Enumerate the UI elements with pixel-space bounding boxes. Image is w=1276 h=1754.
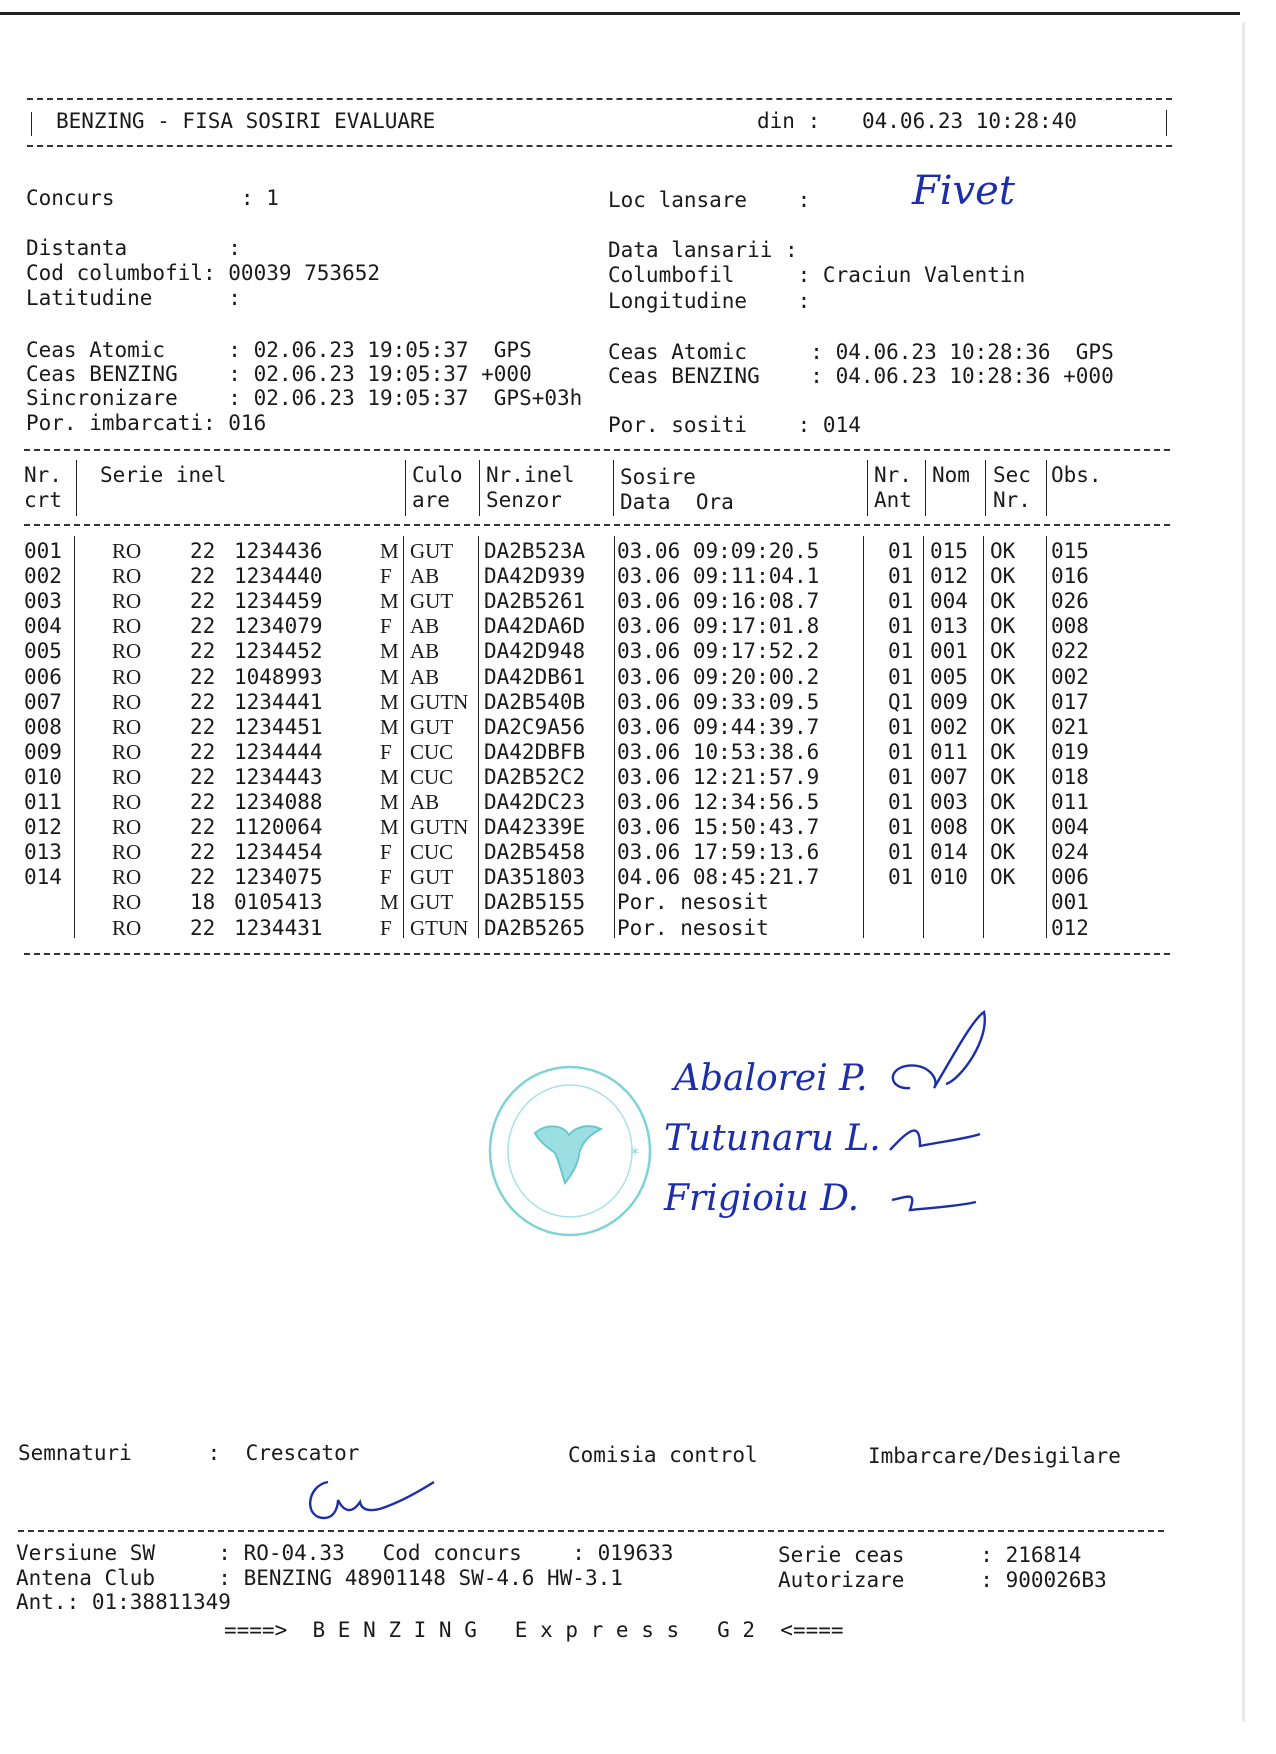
cell-nom: 008 [930, 815, 968, 840]
cell-obs: 021 [1051, 714, 1089, 739]
distanta-field: Distanta : [26, 236, 241, 260]
cell-an: 22 [190, 915, 216, 940]
cell-ro: RO [112, 564, 142, 589]
cell-ro: RO [112, 815, 142, 840]
header-sep [479, 460, 480, 516]
cell-sosire: 03.06 12:34:56.5 [617, 790, 820, 814]
cell-ro: RO [112, 714, 142, 739]
cell-inel: 1234444 [234, 739, 323, 764]
cell-cul: AB [410, 790, 440, 814]
cell-sosire: 03.06 09:11:04.1 [617, 564, 820, 589]
loc-lansare-field: Loc lansare : [608, 188, 811, 212]
cell-cul: GUT [410, 539, 454, 563]
cell-ant: 01 [888, 815, 914, 840]
por-imbarcati-field: Por. imbarcati: 016 [26, 411, 267, 435]
cell-ant: 01 [888, 764, 914, 789]
cell-inel: 1234459 [234, 589, 323, 614]
cell-nr: 009 [24, 739, 62, 764]
concurs-field: Concurs : 1 [26, 186, 279, 210]
cell-senzor: DA2B52C2 [484, 764, 586, 789]
cell-sosire: 04.06 08:45:21.7 [617, 865, 820, 890]
cell-obs: 011 [1051, 790, 1089, 814]
column-sep [614, 536, 615, 938]
cell-an: 22 [190, 639, 216, 664]
cell-sosire: 03.06 09:09:20.5 [617, 539, 820, 563]
cell-ro: RO [112, 915, 142, 940]
cell-sx: F [380, 865, 392, 890]
cell-cul: CUC [410, 840, 454, 865]
header-nom: Nom [932, 463, 970, 487]
table-top-rule [24, 449, 1170, 451]
cell-sx: M [380, 714, 399, 739]
cell-nom: 011 [930, 739, 968, 764]
header-right-bar [1166, 110, 1167, 136]
cell-obs: 004 [1051, 815, 1089, 840]
ant-field: Ant.: 01:38811349 [16, 1590, 231, 1614]
cell-nr: 003 [24, 589, 62, 614]
header-sep [867, 460, 868, 516]
cell-senzor: DA351803 [484, 865, 586, 890]
cell-sec: OK [990, 564, 1016, 589]
cell-senzor: DA2B540B [484, 689, 586, 714]
cell-obs: 012 [1051, 915, 1089, 940]
cell-obs: 019 [1051, 739, 1089, 764]
cell-sec: OK [990, 790, 1016, 814]
cell-cul: CUC [410, 739, 454, 764]
cell-ro: RO [112, 664, 142, 689]
cell-an: 22 [190, 815, 216, 840]
ceas-benzing-left: Ceas BENZING : 02.06.23 19:05:37 +000 [26, 362, 532, 386]
cell-sx: M [380, 539, 399, 563]
cell-ro: RO [112, 764, 142, 789]
cell-an: 22 [190, 714, 216, 739]
cell-nr: 005 [24, 639, 62, 664]
club-stamp [485, 1063, 655, 1239]
column-sep [403, 536, 404, 938]
signature-scribbles [880, 1000, 1000, 1230]
cell-inel: 0105413 [234, 890, 323, 915]
cell-ro: RO [112, 589, 142, 614]
cell-sx: F [380, 614, 392, 639]
cell-inel: 1234441 [234, 689, 323, 714]
header-are: are [412, 488, 450, 512]
cell-an: 22 [190, 689, 216, 714]
cell-senzor: DA2B5155 [484, 890, 586, 915]
cell-sec: OK [990, 664, 1016, 689]
signature-line-2: Tutunaru L. [664, 1118, 881, 1159]
cell-nom: 015 [930, 539, 968, 563]
cell-sosire: 03.06 12:21:57.9 [617, 764, 820, 789]
cell-an: 22 [190, 539, 216, 563]
semnaturi-field: Semnaturi : Crescator [18, 1441, 360, 1465]
cell-cul: GUT [410, 589, 454, 614]
cell-nr: 011 [24, 790, 62, 814]
header-sep [405, 460, 406, 516]
cell-sosire: 03.06 09:44:39.7 [617, 714, 820, 739]
cell-ro: RO [112, 639, 142, 664]
header-top-rule [27, 98, 1172, 100]
cell-nr: 012 [24, 815, 62, 840]
header-left-bar [31, 112, 32, 136]
cell-senzor: DA42DBFB [484, 739, 586, 764]
antena-club-field: Antena Club : BENZING 48901148 SW-4.6 HW-3.1 [16, 1566, 623, 1590]
cell-nr: 010 [24, 764, 62, 789]
cell-cul: GUT [410, 890, 454, 915]
cell-obs: 016 [1051, 564, 1089, 589]
cell-cul: GTUN [410, 915, 469, 940]
header-nr-ant: Nr. [874, 463, 912, 487]
cell-senzor: DA42DA6D [484, 614, 586, 639]
cell-inel: 1234452 [234, 639, 323, 664]
cell-ant: 01 [888, 739, 914, 764]
cell-ro: RO [112, 865, 142, 890]
cell-nr: 006 [24, 664, 62, 689]
cell-sx: M [380, 639, 399, 664]
versiune-sw-field: Versiune SW : RO-04.33 Cod concurs : 019633 [16, 1541, 674, 1565]
cell-sosire: 03.06 09:17:52.2 [617, 639, 820, 664]
cell-cul: AB [410, 614, 440, 639]
cell-nr: 007 [24, 689, 62, 714]
cell-nr: 013 [24, 840, 62, 865]
cell-ant: 01 [888, 539, 914, 563]
header-nr: Nr. [24, 463, 62, 487]
column-sep [863, 536, 864, 938]
crescator-signature [300, 1478, 440, 1528]
cell-sec: OK [990, 689, 1016, 714]
cell-sx: M [380, 589, 399, 614]
cell-an: 22 [190, 564, 216, 589]
cell-senzor: DA2B5265 [484, 915, 586, 940]
header-sep [985, 460, 986, 516]
cell-an: 18 [190, 890, 216, 915]
cell-nr: 008 [24, 714, 62, 739]
header-sosire: Sosire [620, 465, 696, 489]
cell-senzor: DA42339E [484, 815, 586, 840]
column-sep [983, 536, 984, 938]
cell-sx: M [380, 890, 399, 915]
cell-nom: 003 [930, 790, 968, 814]
cell-sec: OK [990, 639, 1016, 664]
cell-nr: 002 [24, 564, 62, 589]
cell-sx: M [380, 790, 399, 814]
benzing-banner: ====> B E N Z I N G E x p r e s s G 2 <==== [224, 1618, 844, 1642]
serie-ceas-field: Serie ceas : 216814 [778, 1543, 1082, 1567]
cell-senzor: DA42D948 [484, 639, 586, 664]
cell-obs: 006 [1051, 865, 1089, 890]
cell-cul: AB [410, 564, 440, 589]
latitudine-field: Latitudine : [26, 286, 241, 310]
cell-senzor: DA2B5261 [484, 589, 586, 614]
cell-sec: OK [990, 589, 1016, 614]
cell-an: 22 [190, 865, 216, 890]
imbarcare-desigilare-label: Imbarcare/Desigilare [868, 1444, 1121, 1468]
header-data-ora: Data Ora [620, 490, 734, 514]
cell-nom: 004 [930, 589, 968, 614]
footer-rule [18, 1530, 1164, 1532]
cell-cul: GUT [410, 714, 454, 739]
signature-line-1: Abalorei P. [674, 1058, 868, 1099]
paper-top-edge [0, 12, 1240, 29]
cell-ant: 01 [888, 639, 914, 664]
cell-sx: F [380, 840, 392, 865]
cell-sec: OK [990, 764, 1016, 789]
cell-ant: Q1 [888, 689, 914, 714]
paper-right-edge [1242, 22, 1245, 1722]
cell-an: 22 [190, 840, 216, 865]
cell-obs: 018 [1051, 764, 1089, 789]
column-sep [478, 536, 479, 938]
cell-inel: 1234431 [234, 915, 323, 940]
header-bottom-rule-table [24, 524, 1170, 526]
cell-obs: 024 [1051, 840, 1089, 865]
cell-sosire: Por. nesosit [617, 915, 769, 940]
cell-obs: 026 [1051, 589, 1089, 614]
header-sep [613, 460, 614, 516]
header-nr-inel: Nr.inel [486, 463, 575, 487]
cell-nom: 012 [930, 564, 968, 589]
cell-ant: 01 [888, 614, 914, 639]
cell-ant: 01 [888, 840, 914, 865]
cell-inel: 1234443 [234, 764, 323, 789]
cod-columbofil-field: Cod columbofil: 00039 753652 [26, 261, 381, 285]
header-sep [925, 460, 926, 516]
cell-an: 22 [190, 664, 216, 689]
cell-nr: 004 [24, 614, 62, 639]
svg-text:*: * [631, 1144, 639, 1163]
cell-ro: RO [112, 790, 142, 814]
cell-inel: 1234075 [234, 865, 323, 890]
cell-sosire: 03.06 09:16:08.7 [617, 589, 820, 614]
cell-obs: 001 [1051, 890, 1089, 915]
cell-inel: 1234451 [234, 714, 323, 739]
ceas-atomic-right: Ceas Atomic : 04.06.23 10:28:36 GPS [608, 340, 1114, 364]
cell-sec: OK [990, 614, 1016, 639]
columbofil-field: Columbofil : Craciun Valentin [608, 263, 1026, 287]
cell-sosire: 03.06 09:33:09.5 [617, 689, 820, 714]
header-senzor: Senzor [486, 488, 562, 512]
signature-line-3: Frigioiu D. [664, 1178, 860, 1219]
cell-inel: 1234079 [234, 614, 323, 639]
cell-an: 22 [190, 739, 216, 764]
cell-sosire: 03.06 17:59:13.6 [617, 840, 820, 865]
cell-sec: OK [990, 865, 1016, 890]
cell-nom: 010 [930, 865, 968, 890]
cell-cul: GUTN [410, 815, 469, 840]
cell-sosire: 03.06 09:20:00.2 [617, 664, 820, 689]
ceas-atomic-left: Ceas Atomic : 02.06.23 19:05:37 GPS [26, 338, 532, 362]
cell-nr: 014 [24, 865, 62, 890]
cell-nom: 001 [930, 639, 968, 664]
cell-obs: 008 [1051, 614, 1089, 639]
cell-inel: 1048993 [234, 664, 323, 689]
cell-sec: OK [990, 539, 1016, 563]
cell-ant: 01 [888, 664, 914, 689]
cell-senzor: DA42DB61 [484, 664, 586, 689]
autorizare-field: Autorizare : 900026B3 [778, 1568, 1107, 1592]
page-title: BENZING - FISA SOSIRI EVALUARE [56, 109, 436, 133]
cell-sx: F [380, 564, 392, 589]
cell-nom: 009 [930, 689, 968, 714]
header-bottom-rule [27, 145, 1172, 147]
cell-sx: F [380, 739, 392, 764]
header-sec: Sec [993, 463, 1031, 487]
cell-sosire: 03.06 10:53:38.6 [617, 739, 820, 764]
cell-sx: M [380, 815, 399, 840]
cell-inel: 1234440 [234, 564, 323, 589]
cell-an: 22 [190, 764, 216, 789]
cell-senzor: DA2C9A56 [484, 714, 586, 739]
longitudine-field: Longitudine : [608, 289, 811, 313]
cell-sx: F [380, 915, 392, 940]
header-sec-nr: Nr. [993, 488, 1031, 512]
data-lansarii-field: Data lansarii : [608, 238, 798, 262]
header-serie-inel: Serie inel [100, 463, 227, 487]
header-culo: Culo [412, 463, 463, 487]
cell-ro: RO [112, 840, 142, 865]
column-sep [74, 536, 75, 938]
cell-cul: CUC [410, 764, 454, 789]
cell-inel: 1234436 [234, 539, 323, 563]
header-sep [76, 460, 77, 516]
cell-ant: 01 [888, 589, 914, 614]
cell-sec: OK [990, 739, 1016, 764]
cell-cul: AB [410, 664, 440, 689]
cell-an: 22 [190, 614, 216, 639]
cell-an: 22 [190, 589, 216, 614]
cell-nom: 013 [930, 614, 968, 639]
cell-cul: GUTN [410, 689, 469, 714]
cell-nom: 005 [930, 664, 968, 689]
cell-cul: GUT [410, 865, 454, 890]
cell-senzor: DA42D939 [484, 564, 586, 589]
cell-sosire: Por. nesosit [617, 890, 769, 915]
cell-ant: 01 [888, 790, 914, 814]
header-crt: crt [24, 488, 62, 512]
date-value: 04.06.23 10:28:40 [862, 109, 1077, 133]
comisia-control-label: Comisia control [568, 1443, 758, 1467]
column-sep [1046, 536, 1047, 938]
column-sep [923, 536, 924, 938]
cell-nom: 014 [930, 840, 968, 865]
header-ant: Ant [874, 488, 912, 512]
cell-ro: RO [112, 614, 142, 639]
cell-senzor: DA2B523A [484, 539, 586, 563]
cell-ro: RO [112, 890, 142, 915]
cell-ro: RO [112, 539, 142, 563]
cell-sosire: 03.06 09:17:01.8 [617, 614, 820, 639]
cell-ro: RO [112, 689, 142, 714]
sincronizare-field: Sincronizare : 02.06.23 19:05:37 GPS+03h [26, 386, 583, 410]
cell-ant: 01 [888, 865, 914, 890]
header-sep [1046, 460, 1047, 516]
cell-obs: 022 [1051, 639, 1089, 664]
cell-inel: 1234454 [234, 840, 323, 865]
cell-senzor: DA2B5458 [484, 840, 586, 865]
cell-nr: 001 [24, 539, 62, 563]
cell-sx: M [380, 689, 399, 714]
cell-obs: 017 [1051, 689, 1089, 714]
cell-cul: AB [410, 639, 440, 664]
cell-inel: 1120064 [234, 815, 323, 840]
cell-sx: M [380, 764, 399, 789]
cell-nom: 007 [930, 764, 968, 789]
cell-ant: 01 [888, 564, 914, 589]
loc-lansare-handwritten: Fivet [912, 168, 1015, 214]
cell-sec: OK [990, 815, 1016, 840]
date-label: din : [757, 109, 821, 133]
cell-an: 22 [190, 790, 216, 814]
cell-ant: 01 [888, 714, 914, 739]
por-sositi-field: Por. sositi : 014 [608, 413, 861, 437]
table-bottom-rule [24, 953, 1170, 955]
cell-ro: RO [112, 739, 142, 764]
header-obs: Obs. [1051, 463, 1102, 487]
cell-senzor: DA42DC23 [484, 790, 586, 814]
cell-sec: OK [990, 840, 1016, 865]
cell-obs: 002 [1051, 664, 1089, 689]
ceas-benzing-right: Ceas BENZING : 04.06.23 10:28:36 +000 [608, 364, 1114, 388]
cell-inel: 1234088 [234, 790, 323, 814]
cell-nom: 002 [930, 714, 968, 739]
cell-sx: M [380, 664, 399, 689]
cell-sosire: 03.06 15:50:43.7 [617, 815, 820, 840]
cell-obs: 015 [1051, 539, 1089, 563]
cell-sec: OK [990, 714, 1016, 739]
